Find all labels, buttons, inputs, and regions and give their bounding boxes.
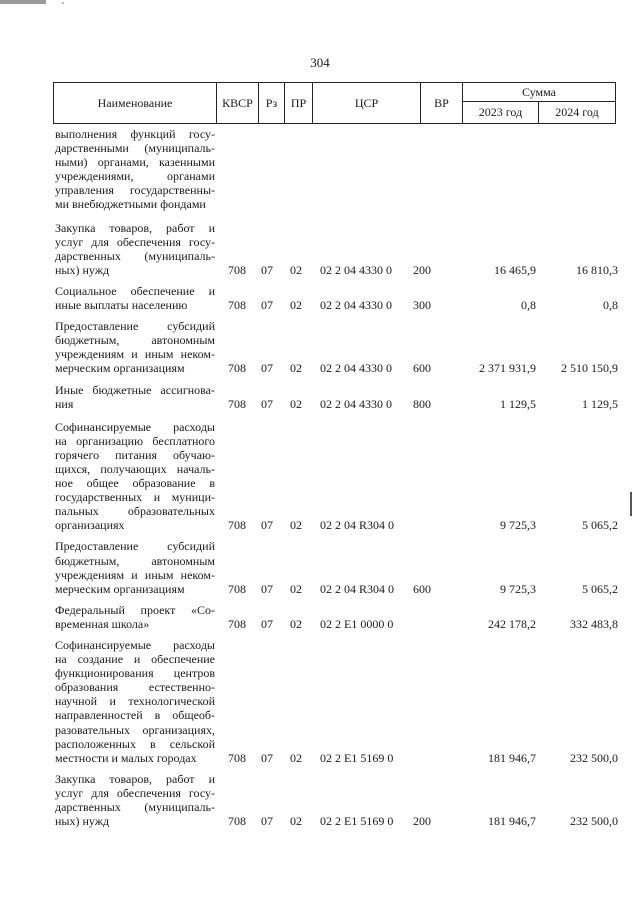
- cell-csr: 02 2 E1 5169 0: [320, 750, 394, 765]
- row-name-line: Предоставление субсидий: [55, 539, 215, 554]
- row-name-line: управления государственны-: [55, 183, 215, 198]
- cell-sum-2024: 16 810,3: [576, 262, 618, 277]
- cell-rz: 07: [261, 581, 273, 596]
- row-name-line: на создание и обеспечение: [55, 652, 215, 667]
- cell-pr: 02: [290, 814, 302, 829]
- row-name: [53, 284, 215, 312]
- row-name-line: ми внебюджетными фондами: [55, 197, 206, 212]
- row-name-line: Софинансируемые расходы: [55, 419, 215, 434]
- cell-csr: 02 2 04 4330 0: [320, 298, 392, 313]
- row-name-line: ных) нужд: [55, 262, 110, 277]
- cell-csr: 02 2 04 4330 0: [320, 262, 392, 277]
- row-name-line: мерческим организациям: [55, 581, 185, 596]
- cell-kvsr: 708: [228, 616, 246, 631]
- header-year-2023: 2023 год: [463, 102, 539, 123]
- cell-csr: 02 2 E1 5169 0: [320, 814, 394, 829]
- cell-kvsr: 708: [228, 518, 246, 533]
- header-sum-group: [463, 83, 615, 123]
- row-name-line: щихся, получающих началь-: [55, 461, 215, 476]
- cell-sum-2024: 1 129,5: [582, 396, 618, 411]
- cell-kvsr: 708: [228, 396, 246, 411]
- row-name-line: учреждениям и иным неком-: [55, 347, 215, 362]
- cell-csr: 02 2 04 R304 0: [320, 518, 395, 533]
- cell-kvsr: 708: [228, 581, 246, 596]
- row-name: [53, 221, 215, 277]
- row-name-line: Социальное обеспечение и: [55, 283, 215, 298]
- cell-csr: 02 2 04 R304 0: [320, 581, 395, 596]
- cell-rz: 07: [261, 396, 273, 411]
- table-row: [53, 319, 618, 375]
- table-body: [53, 127, 618, 828]
- cell-sum-2023: 16 465,9: [494, 262, 536, 277]
- cell-vr: 600: [413, 361, 431, 376]
- cell-pr: 02: [290, 518, 302, 533]
- row-name-line: иные выплаты населению: [55, 298, 188, 313]
- scan-edge-mark: [630, 492, 632, 516]
- scan-artifact: [0, 0, 46, 4]
- row-name-line: выполнения функций госу-: [55, 127, 215, 141]
- cell-rz: 07: [261, 814, 273, 829]
- cell-sum-2024: 5 065,2: [582, 581, 618, 596]
- row-name-line: Софинансируемые расходы: [55, 638, 215, 652]
- header-kvsr: КВСР: [217, 83, 259, 123]
- cell-pr: 02: [290, 361, 302, 376]
- row-name-line: Предоставление субсидий: [55, 319, 215, 334]
- cell-vr: 600: [413, 581, 431, 596]
- table-row: [53, 638, 618, 765]
- row-name-line: ния: [55, 396, 74, 411]
- cell-sum-2023: 2 371 931,9: [479, 361, 536, 376]
- cell-pr: 02: [290, 581, 302, 596]
- cell-rz: 07: [261, 518, 273, 533]
- row-name-line: функционирования центров: [55, 666, 215, 681]
- cell-sum-2024: 232 500,0: [570, 814, 618, 829]
- table-row: [53, 603, 618, 631]
- cell-vr: 800: [413, 396, 431, 411]
- row-name-line: пальных образовательных: [55, 504, 215, 519]
- row-name: [53, 603, 215, 631]
- cell-rz: 07: [261, 750, 273, 765]
- cell-sum-2023: 9 725,3: [500, 581, 536, 596]
- cell-sum-2023: 9 725,3: [500, 518, 536, 533]
- row-name-line: временная школа»: [55, 616, 150, 631]
- cell-csr: 02 2 E1 0000 0: [320, 616, 394, 631]
- cell-vr: 200: [413, 814, 431, 829]
- cell-vr: 200: [413, 262, 431, 277]
- cell-rz: 07: [261, 361, 273, 376]
- cell-sum-2023: 0,8: [521, 298, 536, 313]
- cell-rz: 07: [261, 616, 273, 631]
- cell-pr: 02: [290, 298, 302, 313]
- row-name-line: расположенных в сельской: [55, 736, 215, 751]
- row-name: [53, 539, 215, 595]
- row-name: [53, 420, 215, 533]
- row-name-line: государственных и муници-: [55, 490, 215, 505]
- row-name-line: Иные бюджетные ассигнова-: [55, 382, 215, 397]
- cell-pr: 02: [290, 616, 302, 631]
- cell-sum-2024: 0,8: [603, 298, 618, 313]
- cell-pr: 02: [290, 750, 302, 765]
- row-name-line: учреждениями, органами: [55, 169, 215, 184]
- cell-sum-2024: 2 510 150,9: [561, 361, 618, 376]
- row-name-line: организациях: [55, 518, 125, 533]
- row-name-line: Закупка товаров, работ и: [55, 771, 215, 786]
- row-name-line: дарственных (муниципаль-: [55, 800, 215, 815]
- cell-sum-2023: 1 129,5: [500, 396, 536, 411]
- row-name-line: Федеральный проект «Со-: [55, 602, 215, 617]
- row-name-line: бюджетным, автономным: [55, 553, 215, 568]
- table-row: [53, 539, 618, 595]
- cell-csr: 02 2 04 4330 0: [320, 396, 392, 411]
- header-csr: ЦСР: [313, 83, 421, 123]
- cell-rz: 07: [261, 298, 273, 313]
- table-header: [53, 82, 616, 124]
- row-name-line: разовательных организациях,: [55, 722, 215, 737]
- cell-sum-2023: 181 946,7: [488, 814, 536, 829]
- row-name-line: мерческим организациям: [55, 361, 185, 376]
- scan-artifact-dot: [62, 2, 64, 4]
- row-name-line: ными) органами, казенными: [55, 155, 215, 170]
- row-name-line: услуг для обеспечения госу-: [55, 234, 215, 249]
- row-name: [53, 383, 215, 411]
- row-name-line: бюджетным, автономным: [55, 333, 215, 348]
- table-row: [53, 420, 618, 533]
- row-name-line: дарственными (муниципаль-: [55, 141, 215, 156]
- cell-kvsr: 708: [228, 814, 246, 829]
- row-name: [53, 772, 215, 828]
- cell-rz: 07: [261, 262, 273, 277]
- cell-vr: 300: [413, 298, 431, 313]
- table-row: [53, 284, 618, 312]
- row-name-line: ное общее образование в: [55, 476, 215, 491]
- table-row: [53, 221, 618, 277]
- row-name-line: местности и малых городах: [55, 750, 197, 765]
- header-sum: Сумма: [463, 83, 615, 102]
- cell-sum-2023: 242 178,2: [488, 616, 536, 631]
- row-name-line: услуг для обеспечения госу-: [55, 785, 215, 800]
- row-name-line: учреждениям и иным неком-: [55, 567, 215, 582]
- page-number: 304: [310, 55, 330, 70]
- row-name-line: направленностей в общеоб-: [55, 708, 215, 723]
- header-year-2024: 2024 год: [555, 105, 599, 119]
- cell-sum-2023: 181 946,7: [488, 750, 536, 765]
- row-name-line: Закупка товаров, работ и: [55, 220, 215, 235]
- row-name-line: научной и технологической: [55, 694, 215, 709]
- cell-kvsr: 708: [228, 361, 246, 376]
- cell-sum-2024: 232 500,0: [570, 750, 618, 765]
- header-pr: ПР: [285, 83, 313, 123]
- row-name-line: образования естественно-: [55, 680, 215, 695]
- table-row: [53, 383, 618, 411]
- row-name: [53, 638, 215, 765]
- cell-sum-2024: 5 065,2: [582, 518, 618, 533]
- cell-kvsr: 708: [228, 750, 246, 765]
- row-name-line: дарственных (муниципаль-: [55, 248, 215, 263]
- cell-kvsr: 708: [228, 298, 246, 313]
- cell-sum-2024: 332 483,8: [570, 616, 618, 631]
- row-name: [53, 319, 215, 375]
- cell-pr: 02: [290, 262, 302, 277]
- row-name: [53, 127, 215, 212]
- table-row: [53, 127, 618, 212]
- header-rz: Рз: [259, 83, 285, 123]
- cell-csr: 02 2 04 4330 0: [320, 361, 392, 376]
- cell-pr: 02: [290, 396, 302, 411]
- row-name-line: ных) нужд: [55, 814, 110, 829]
- cell-kvsr: 708: [228, 262, 246, 277]
- row-name-line: на организацию бесплатного: [55, 433, 215, 448]
- header-vr: ВР: [421, 83, 463, 123]
- header-name: Наименование: [54, 83, 217, 123]
- table-row: [53, 772, 618, 828]
- row-name-line: горячего питания обучаю-: [55, 447, 215, 462]
